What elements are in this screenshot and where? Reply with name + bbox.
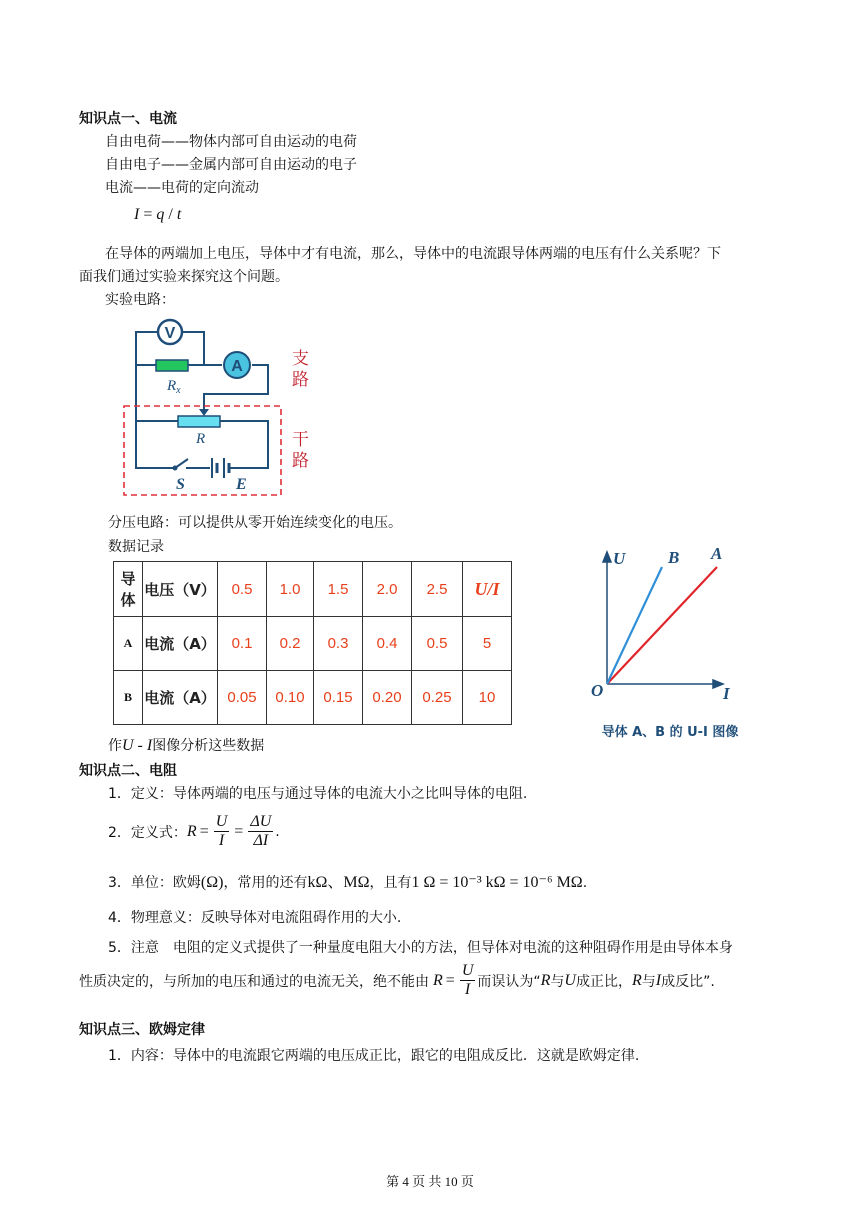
divider-note: 分压电路：可以提供从零开始连续变化的电压。 (108, 515, 402, 531)
branch-label-1: 支 (292, 349, 309, 369)
series-line-A (607, 567, 717, 684)
data-record-label: 数据记录 (108, 539, 164, 555)
voltage-value: 0.5 (218, 562, 267, 617)
free-electron-line: 自由电子——金属内部可自由运动的电子 (105, 157, 357, 173)
header-voltage: 电压（V） (143, 562, 218, 617)
resistor-rx-icon (156, 360, 188, 371)
header-ratio: U/I (463, 562, 512, 617)
voltage-value: 2.5 (412, 562, 463, 617)
analysis-line: 作U - I图像分析这些数据 (108, 737, 265, 754)
main-label-1: 干 (292, 430, 309, 450)
ratio-value: 5 (463, 617, 512, 671)
circuit-diagram (118, 318, 328, 500)
table-header-row (114, 562, 512, 617)
table-row (114, 617, 512, 671)
ratio-value: 10 (463, 671, 512, 725)
current-value: 0.1 (218, 617, 267, 671)
note-line1: 5．注意 电阻的定义式提供了一种量度电阻大小的方法，但导体对电流的这种阻碍作用是由导体本身 (108, 940, 733, 956)
origin-label: O (591, 681, 604, 700)
current-value: 0.4 (363, 617, 412, 671)
table-row (114, 671, 512, 725)
series-line-B (607, 567, 662, 684)
section1-heading: 知识点一、电流 (79, 111, 177, 127)
current-value: 0.05 (218, 671, 267, 725)
free-charge-line: 自由电荷——物体内部可自由运动的电荷 (105, 134, 357, 150)
intro-paragraph-line2: 面我们通过实验来探究这个问题。 (79, 269, 289, 285)
resistance-definition: 1．定义：导体两端的电压与通过导体的电流大小之比叫导体的电阻. (108, 786, 528, 802)
battery-icon (212, 458, 229, 478)
current-value: 0.20 (363, 671, 412, 725)
data-table (113, 561, 512, 725)
ui-chart (585, 548, 755, 748)
ohm-law-content: 1．内容：导体中的电流跟它两端的电压成正比，跟它的电阻成反比．这就是欧姆定律. (108, 1048, 640, 1064)
voltage-value: 2.0 (363, 562, 412, 617)
battery-label: E (236, 476, 247, 493)
x-axis-label: I (723, 684, 730, 703)
page-footer: 第 4 页 共 10 页 (386, 1174, 474, 1189)
switch-label: S (176, 476, 185, 493)
row-label: 电流（A） (143, 617, 218, 671)
physical-meaning-line: 4．物理意义：反映导体对电流阻碍作用的大小. (108, 910, 402, 926)
current-value: 0.10 (267, 671, 314, 725)
voltage-value: 1.0 (267, 562, 314, 617)
resistance-unit-line: 3．单位：欧姆(Ω)，常用的还有kΩ、MΩ，且有1 Ω = 10⁻³ kΩ = 10⁻⁶ MΩ. (108, 874, 588, 891)
current-definition-line: 电流——电荷的定向流动 (105, 180, 259, 196)
current-value: 0.15 (314, 671, 363, 725)
y-axis-label: U (613, 549, 626, 568)
rheostat-icon (178, 416, 220, 427)
switch-icon (175, 459, 188, 468)
row-label: 电流（A） (143, 671, 218, 725)
main-label-2: 路 (292, 451, 309, 471)
ammeter-label: A (231, 358, 243, 375)
y-axis-arrow-icon (603, 552, 611, 562)
row-name: B (114, 671, 143, 725)
current-value: 0.2 (267, 617, 314, 671)
section3-heading: 知识点三、欧姆定律 (79, 1022, 205, 1038)
header-conductor: 导 体 (114, 562, 143, 617)
voltage-value: 1.5 (314, 562, 363, 617)
branch-label-2: 路 (292, 370, 309, 390)
series-label-B: B (668, 548, 680, 567)
x-axis-arrow-icon (713, 680, 723, 688)
intro-paragraph-line1: 在导体的两端加上电压，导体中才有电流，那么，导体中的电流跟导体两端的电压有什么关系呢？下 (105, 246, 721, 262)
current-value: 0.5 (412, 617, 463, 671)
slider-arrow-icon (199, 409, 209, 416)
voltmeter-label: V (164, 325, 176, 342)
rx-label: $R_x$ (167, 378, 181, 396)
series-label-A: A (711, 548, 723, 563)
current-value: 0.3 (314, 617, 363, 671)
current-value: 0.25 (412, 671, 463, 725)
row-name: A (114, 617, 143, 671)
resistance-formula-line: 2．定义式： R = $\frac{U}{I}$ = $\frac{\Delta U}{\Delta I}$ . (108, 813, 280, 849)
experiment-label: 实验电路： (105, 292, 175, 308)
rheostat-label: R (196, 431, 206, 447)
chart-caption: 导体 A、B 的 U-I 图像 (601, 725, 739, 740)
note-line2: 性质决定的，与所加的电压和通过的电流无关，绝不能由 R = $\frac{U}{I}$ 而误认为“ R 与 U 成正比， R 与 I 成反比”. (79, 962, 715, 998)
current-formula: I = q / t (134, 206, 182, 223)
section2-heading: 知识点二、电阻 (79, 763, 177, 779)
